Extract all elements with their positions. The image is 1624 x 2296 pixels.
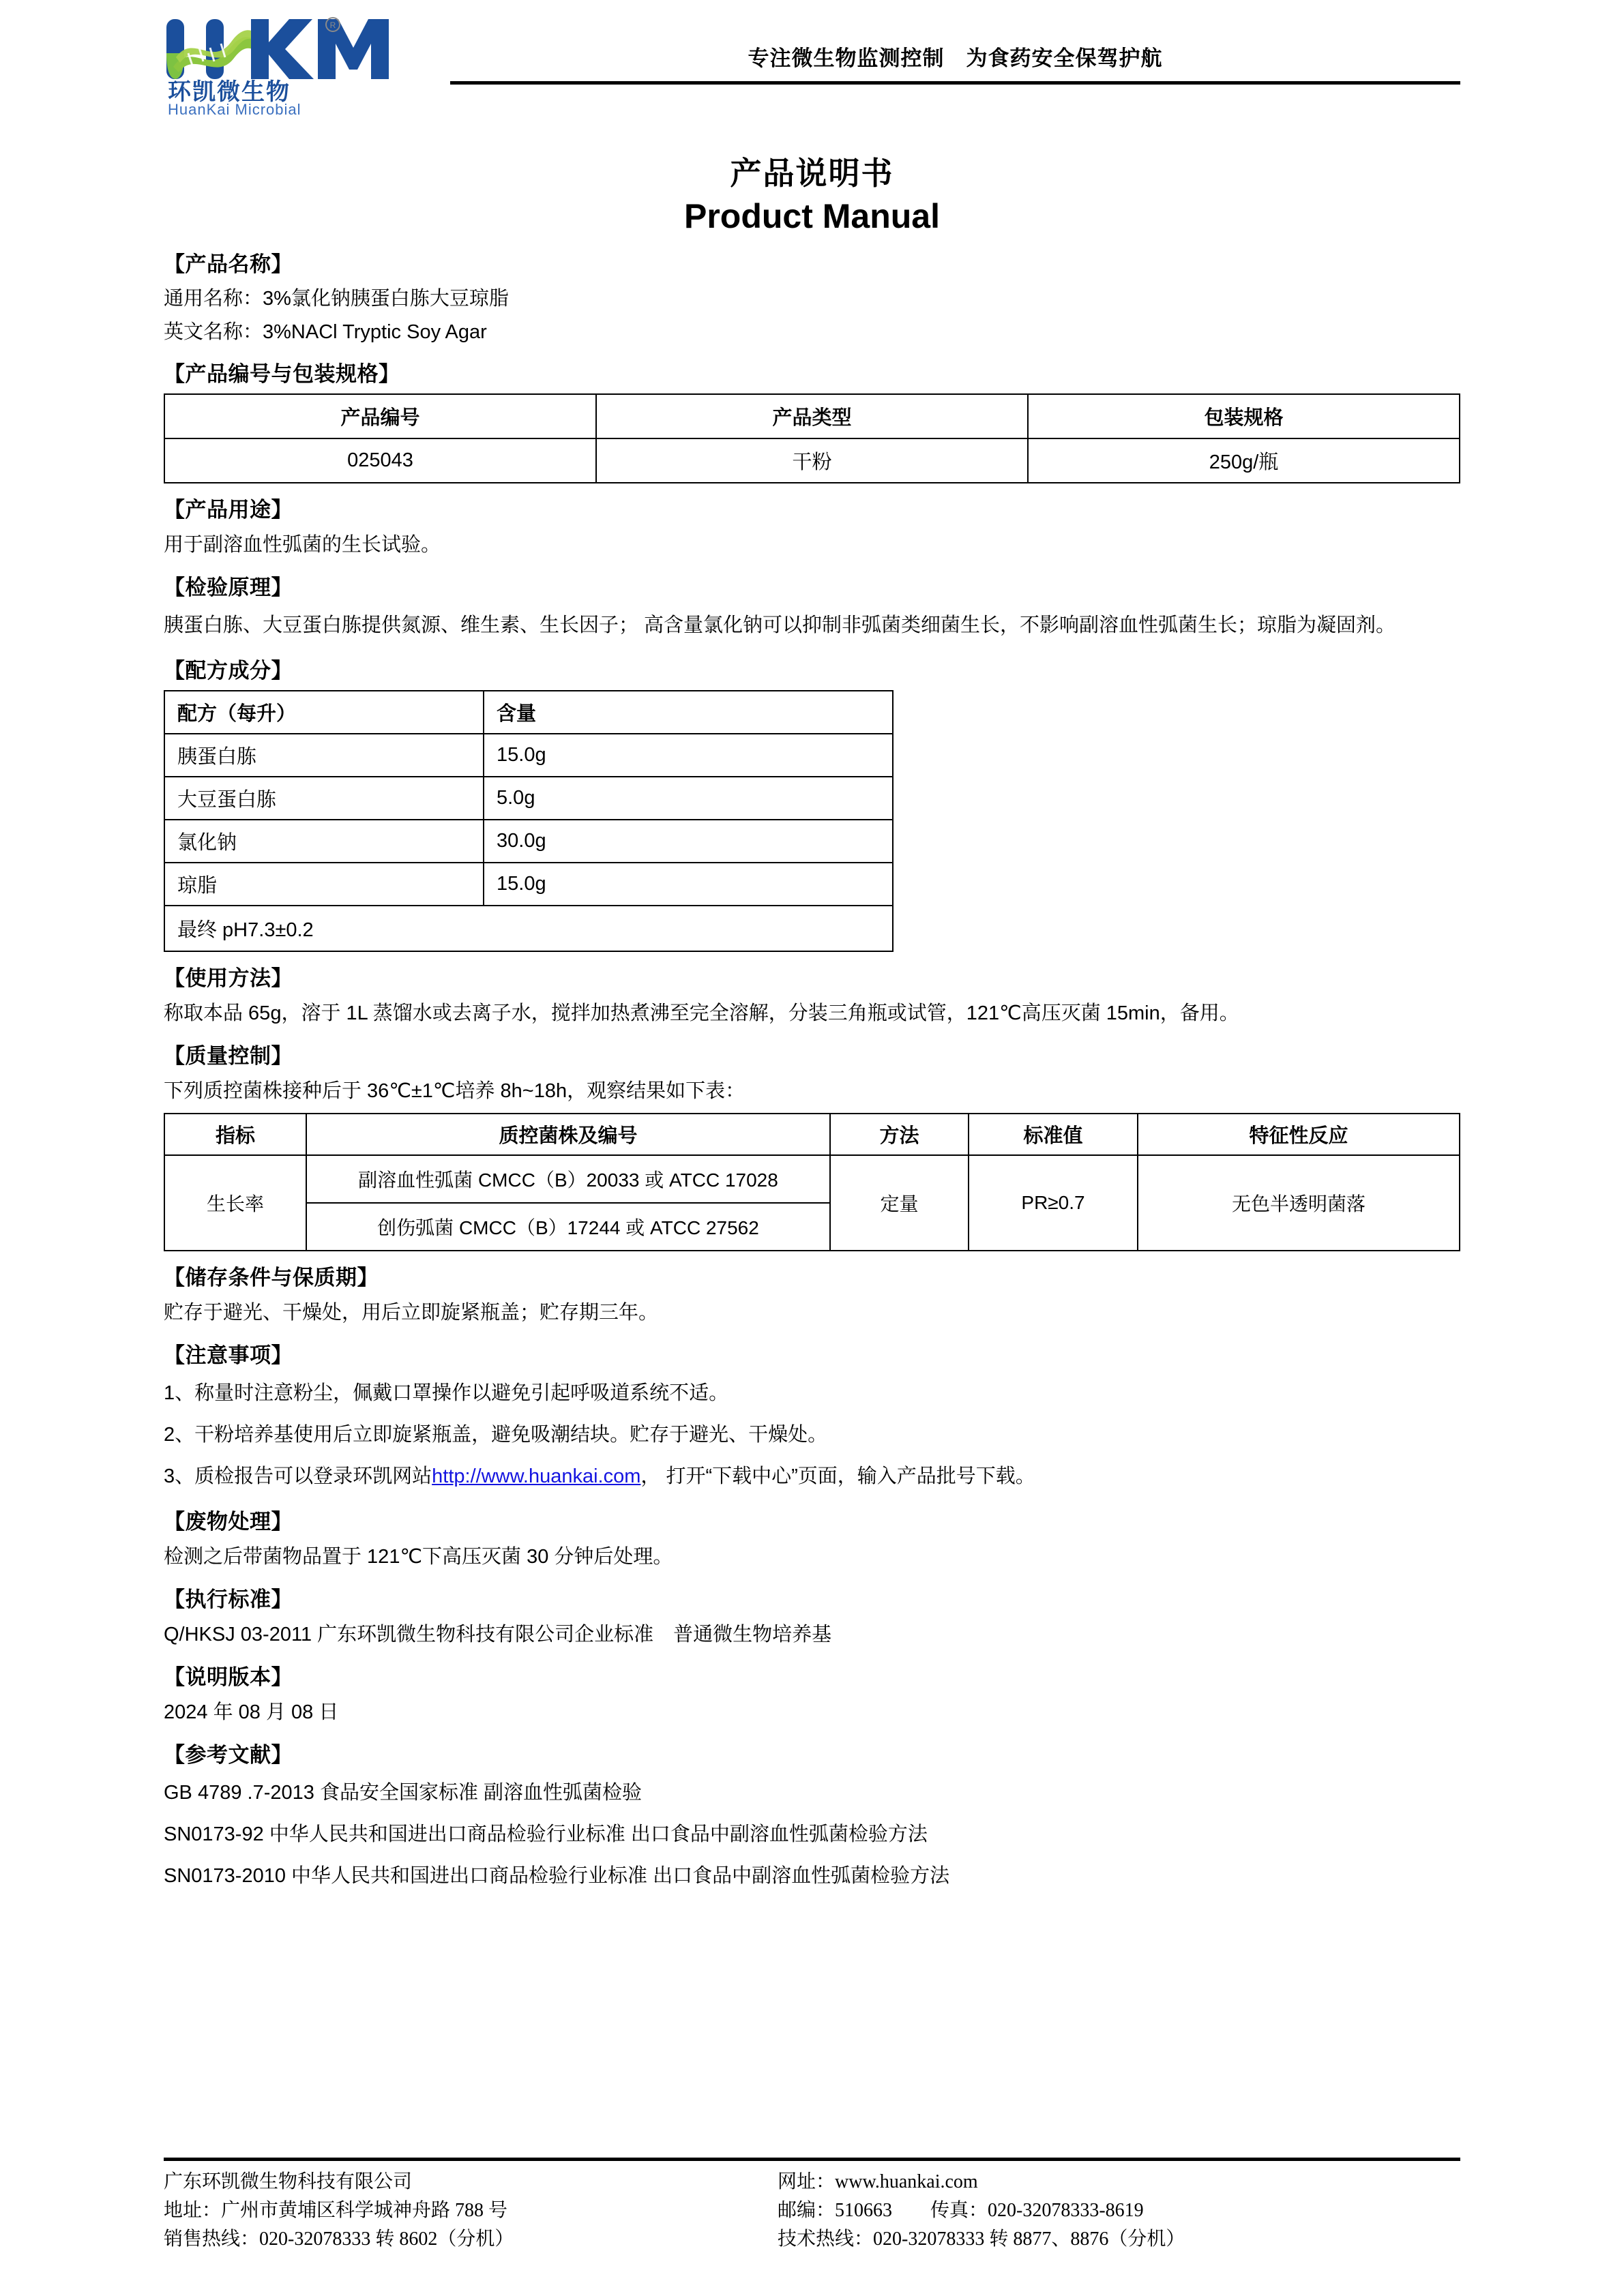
- table-row-ph: [164, 906, 893, 951]
- col-characteristic-reaction: 特征性反应: [1138, 1114, 1460, 1155]
- waste-text: 检测之后带菌物品置于 121℃下高压灭菌 30 分钟后处理。: [164, 1546, 673, 1568]
- cell-product-code: 025043: [164, 438, 596, 483]
- cell-final-ph: 最终 pH7.3±0.2: [164, 906, 893, 951]
- reference-item: SN0173-92 中华人民共和国进出口商品检验行业标准 出口食品中副溶血性弧菌检验方法: [164, 1823, 928, 1846]
- storage-text: 贮存于避光、干燥处，用后立即旋紧瓶盖；贮存期三年。: [164, 1301, 659, 1324]
- reference-item: SN0173-2010 中华人民共和国进出口商品检验行业标准 出口食品中副溶血性弧菌检验方法: [164, 1865, 950, 1888]
- col-indicator: 指标: [164, 1114, 306, 1155]
- section-heading-principle: 【检验原理】: [164, 575, 293, 599]
- footer-postal-fax: 邮编：510663 传真：020-32078333-8619: [778, 2200, 1144, 2221]
- section-heading-method: 【使用方法】: [164, 966, 293, 990]
- cell-ingredient-amount: 5.0g: [484, 777, 893, 820]
- cell-method: 定量: [830, 1155, 969, 1251]
- section-heading-precautions: 【注意事项】: [164, 1343, 293, 1367]
- logo-chinese-name: 环凯微生物: [168, 79, 291, 105]
- precaution-3-prefix: 3、质检报告可以登录环凯网站: [164, 1465, 432, 1488]
- reference-item: GB 4789 .7-2013 食品安全国家标准 副溶血性弧菌检验: [164, 1782, 642, 1804]
- page-title-en: Product Manual: [683, 197, 941, 235]
- cell-strain-2: 创伤弧菌 CMCC（B）17244 或 ATCC 27562: [306, 1203, 830, 1251]
- cell-ingredient-name: 氯化钠: [164, 820, 484, 863]
- precaution-item-3: [164, 1458, 1460, 1495]
- cell-ingredient-name: 胰蛋白胨: [164, 734, 484, 777]
- cell-ingredient-amount: 15.0g: [484, 863, 893, 906]
- col-formula-name: 配方（每升）: [164, 691, 484, 734]
- footer-tech-hotline: 技术热线：020-32078333 转 8877、8876（分机）: [778, 2228, 1185, 2250]
- header-slogan: 专注微生物监测控制 为食药安全保驾护航: [748, 46, 1163, 70]
- formula-table: [164, 690, 894, 952]
- table-header-row: [164, 691, 893, 734]
- footer-company-name: 广东环凯微生物科技有限公司: [164, 2171, 413, 2192]
- huankai-website-link[interactable]: http://www.huankai.com: [432, 1465, 641, 1488]
- table-header-row: [164, 394, 1460, 438]
- cell-product-type: 干粉: [596, 438, 1028, 483]
- cell-indicator: 生长率: [164, 1155, 306, 1251]
- section-heading-references: 【参考文献】: [164, 1743, 293, 1768]
- section-heading-product-name: 【产品名称】: [164, 252, 293, 276]
- cell-characteristic-reaction: 无色半透明菌落: [1138, 1155, 1460, 1251]
- footer-right-column: [778, 2168, 1460, 2254]
- cell-strain-1: 副溶血性弧菌 CMCC（B）20033 或 ATCC 17028: [306, 1155, 830, 1203]
- col-product-code: 产品编号: [164, 394, 596, 438]
- footer-sales-hotline: 销售热线：020-32078333 转 8602（分机）: [164, 2228, 514, 2250]
- precaution-item-1: 1、称量时注意粉尘，佩戴口罩操作以避免引起呼吸道系统不适。: [164, 1382, 729, 1404]
- footer-address: 地址：广州市黄埔区科学城神舟路 788 号: [164, 2200, 508, 2221]
- col-package-spec: 包装规格: [1028, 394, 1460, 438]
- col-standard-value: 标准值: [969, 1114, 1138, 1155]
- section-heading-formula: 【配方成分】: [164, 658, 293, 683]
- logo-english-name: HuanKai Microbial: [168, 101, 301, 116]
- section-heading-waste: 【废物处理】: [164, 1510, 293, 1534]
- footer-website: 网址：www.huankai.com: [778, 2171, 978, 2192]
- col-formula-amount: 含量: [484, 691, 893, 734]
- svg-text:R: R: [329, 20, 336, 30]
- packaging-table: [164, 393, 1460, 483]
- cell-ingredient-name: 大豆蛋白胨: [164, 777, 484, 820]
- page-footer: [164, 2158, 1460, 2254]
- table-header-row: [164, 1114, 1460, 1155]
- quality-control-intro: 下列质控菌株接种后于 36℃±1℃培养 8h~18h，观察结果如下表：: [164, 1079, 745, 1102]
- purpose-text: 用于副溶血性弧菌的生长试验。: [164, 533, 441, 556]
- footer-left-column: [164, 2168, 778, 2254]
- section-heading-catalog: 【产品编号与包装规格】: [164, 361, 400, 386]
- col-strain: 质控菌株及编号: [306, 1114, 830, 1155]
- page-header: [164, 0, 1460, 130]
- section-heading-version: 【说明版本】: [164, 1665, 293, 1690]
- table-row: [164, 863, 893, 906]
- table-row: [164, 734, 893, 777]
- version-text: 2024 年 08 月 08 日: [164, 1701, 339, 1724]
- page-title-cn: 产品说明书: [730, 155, 894, 191]
- method-text: 称取本品 65g，溶于 1L 蒸馏水或去离子水，搅拌加热煮沸至完全溶解，分装三角瓶或试管，121℃高压灭菌 15min，备用。: [164, 1002, 1239, 1024]
- section-heading-storage: 【储存条件与保质期】: [164, 1265, 379, 1289]
- company-logo: [164, 0, 450, 116]
- cell-standard-value: PR≥0.7: [969, 1155, 1138, 1251]
- quality-control-table: [164, 1113, 1460, 1251]
- product-common-name: 通用名称：3%氯化钠胰蛋白胨大豆琼脂: [164, 288, 509, 310]
- section-heading-purpose: 【产品用途】: [164, 497, 293, 522]
- cell-ingredient-amount: 30.0g: [484, 820, 893, 863]
- table-row: [164, 820, 893, 863]
- table-row: [164, 438, 1460, 483]
- header-divider: [450, 81, 1460, 85]
- table-row: [164, 1155, 1460, 1203]
- precaution-item-2: 2、干粉培养基使用后立即旋紧瓶盖，避免吸潮结块。贮存于避光、干燥处。: [164, 1423, 828, 1446]
- cell-ingredient-name: 琼脂: [164, 863, 484, 906]
- cell-package-spec: 250g/瓶: [1028, 438, 1460, 483]
- footer-divider: [164, 2158, 1460, 2161]
- col-product-type: 产品类型: [596, 394, 1028, 438]
- hkm-logo-icon: [164, 15, 437, 116]
- precaution-3-suffix: ， 打开“下载中心”页面，输入产品批号下载。: [640, 1465, 1035, 1488]
- standard-text: Q/HKSJ 03-2011 广东环凯微生物科技有限公司企业标准 普通微生物培养基: [164, 1624, 832, 1646]
- header-right: [450, 0, 1460, 85]
- section-heading-standard: 【执行标准】: [164, 1587, 293, 1612]
- principle-text: 胰蛋白胨、大豆蛋白胨提供氮源、维生素、生长因子； 高含量氯化钠可以抑制非弧菌类细菌生长，不影响副溶血性弧菌生长；琼脂为凝固剂。: [164, 614, 1396, 636]
- cell-ingredient-amount: 15.0g: [484, 734, 893, 777]
- table-row: [164, 777, 893, 820]
- footer-columns: [164, 2168, 1460, 2254]
- product-english-name: 英文名称：3%NACl Tryptic Soy Agar: [164, 320, 487, 343]
- col-method: 方法: [830, 1114, 969, 1155]
- section-heading-quality-control: 【质量控制】: [164, 1043, 293, 1068]
